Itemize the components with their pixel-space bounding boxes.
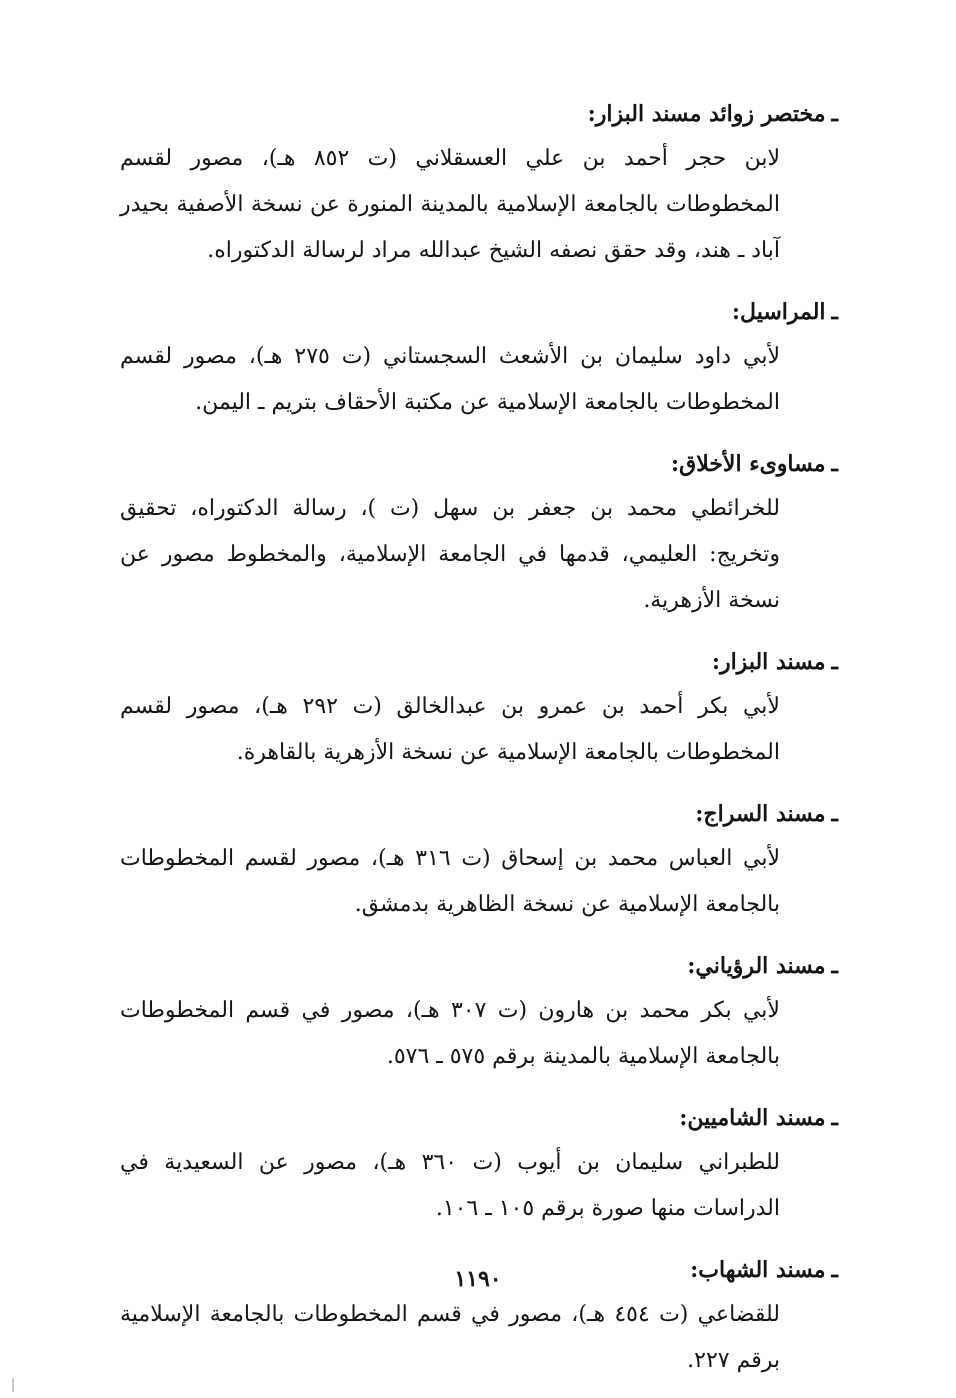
entry-title-text: مسند البزار: — [711, 649, 826, 675]
entry-body: للطبراني سليمان بن أيوب (ت ٣٦٠ هـ)، مصور عن السعيدية في الدراسات منها صورة برقم ١٠٥ ـ ١٠٦. — [120, 1150, 780, 1221]
entry-title — [120, 640, 838, 684]
entry-dash: ـ — [831, 1105, 838, 1131]
entry-dash: ـ — [831, 649, 838, 675]
entry-title — [120, 442, 838, 486]
entry-body: لأبي بكر محمد بن هارون (ت ٣٠٧ هـ)، مصور في قسم المخطوطات بالجامعة الإسلامية بالمدينة برقم ٥٧٥ ـ ٥٧٦. — [120, 998, 780, 1069]
entry-dash: ـ — [831, 801, 838, 827]
entry-title — [120, 792, 838, 836]
entry-body: لأبي بكر أحمد بن عمرو بن عبدالخالق (ت ٢٩٢ هـ)، مصور لقسم المخطوطات بالجامعة الإسلامية عن نسخة الأزهرية بالقاهرة. — [120, 694, 780, 765]
entry-marasil — [120, 290, 838, 426]
entry-body: لأبي داود سليمان بن الأشعث السجستاني (ت ٢٧٥ هـ)، مصور لقسم المخطوطات بالجامعة الإسلامية عن مكتبة الأحقاف بتريم ـ اليمن. — [120, 344, 781, 415]
document-page — [120, 92, 838, 1373]
entry-title-text: مسند الرؤياني: — [687, 953, 826, 979]
page-number: ١١٩٠ — [454, 1266, 502, 1292]
entry-musnad-bazzar — [120, 640, 838, 776]
entry-body: لابن حجر أحمد بن علي العسقلاني (ت ٨٥٢ هـ)، مصور لقسم المخطوطات بالجامعة الإسلامية بالمدينة المنورة عن نسخة الأصفية بحيدر آباد ـ هند، وقد حقق نصفه الشيخ عبدالله مراد لرسالة الدكتوراه. — [120, 146, 780, 263]
entry-mukhtasar-zawaid — [120, 92, 838, 274]
entry-title — [120, 1096, 838, 1140]
entry-dash: ـ — [831, 299, 838, 325]
entry-title-text: مساوىء الأخلاق: — [671, 451, 826, 477]
entry-masawi-akhlaq — [120, 442, 838, 624]
entry-title — [120, 944, 838, 988]
entry-title-text: مختصر زوائد مسند البزار: — [587, 101, 826, 127]
entry-title — [120, 290, 838, 334]
entry-title-text: مسند الشاميين: — [679, 1105, 826, 1131]
entry-dash: ـ — [831, 953, 838, 979]
entry-dash: ـ — [831, 1257, 838, 1283]
entry-title-text: مسند الشهاب: — [690, 1257, 826, 1283]
entry-title-text: مسند السراج: — [695, 801, 826, 827]
entry-dash: ـ — [831, 101, 838, 127]
entry-title — [120, 92, 838, 136]
entry-body: للقضاعي (ت ٤٥٤ هـ)، مصور في قسم المخطوطات بالجامعة الإسلامية برقم ٢٢٧. — [120, 1302, 780, 1373]
entry-musnad-ruyani — [120, 944, 838, 1080]
entry-body: لأبي العباس محمد بن إسحاق (ت ٣١٦ هـ)، مصور لقسم المخطوطات بالجامعة الإسلامية عن نسخة الظاهرية بدمشق. — [120, 846, 780, 917]
entry-title-text: المراسيل: — [731, 299, 826, 325]
entry-dash: ـ — [831, 451, 838, 477]
entry-musnad-sarraj — [120, 792, 838, 928]
entry-body: للخرائطي محمد بن جعفر بن سهل (ت )، رسالة الدكتوراه، تحقيق وتخريج: العليمي، قدمها في الجامعة الإسلامية، والمخطوط مصور عن نسخة الأزهرية. — [120, 496, 780, 613]
scan-artifact — [12, 1378, 14, 1392]
entry-musnad-shamiyyin — [120, 1096, 838, 1232]
